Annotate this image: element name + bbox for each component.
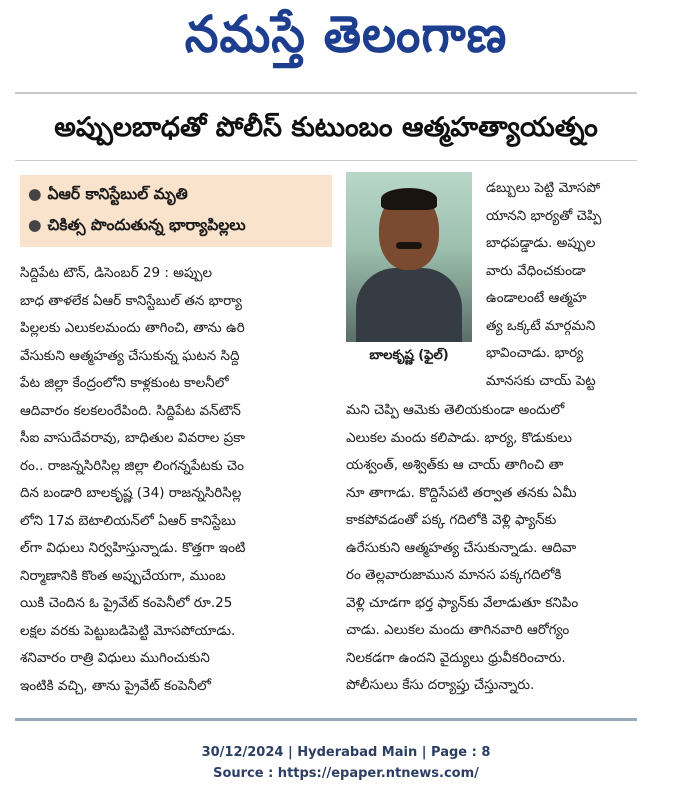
body-line: పోలీసులు కేసు దర్యాప్తు చేస్తున్నారు. — [346, 677, 535, 693]
highlight-item: ● ఏఆర్ కానిస్టేబుల్ మృతి — [28, 185, 188, 203]
highlights-box — [20, 175, 332, 247]
highlight-item: ● చికిత్స పొందుతున్న భార్యాపిల్లలు — [28, 216, 246, 234]
body-line: శనివారం రాత్రి విధులు ముగించుకుని — [20, 650, 210, 666]
body-line: యశ్వంత్, అశ్విత్‌కు ఆ చాయ్ తాగించి తా — [346, 457, 564, 473]
article-body-left — [20, 260, 334, 700]
article-headline: అప్పులబాధతో పోలీస్ కుటుంబం ఆత్మహత్యాయత్నం — [54, 112, 598, 143]
body-line: మని చెప్పి ఆమెకు తెలియకుండా అందులో — [346, 402, 565, 418]
body-line: దిన బండారి బాలకృష్ణ (34) రాజన్నసిరిసిల్ల — [20, 485, 242, 501]
body-line: రం తెల్లవారుజామున మానస పక్కగదిలోకి — [346, 567, 562, 583]
body-line: ఆదివారం కలకలంరేపింది. సిద్దిపేట వన్‌టౌన్ — [20, 402, 241, 419]
newspaper-logo: నమస్తే తెలంగాణ — [184, 5, 508, 65]
body-line: యానని భార్యతో చెప్పి — [486, 207, 602, 224]
body-line: లక్షల వరకు పెట్టుబడిపెట్టి మోసపోయాడు. — [20, 622, 236, 639]
body-line: వేసుకుని ఆత్మహత్య చేసుకున్న ఘటన సిద్ది — [20, 347, 240, 364]
body-line: ఇంటికి వచ్చి, తాను ప్రైవేట్ కంపెనీలో — [20, 677, 211, 694]
article-body-right-top — [486, 175, 636, 395]
bullet-icon: ● — [28, 216, 42, 234]
body-line: ల్‌గా విధులు నిర్వహిస్తున్నాడు. కొత్తగా ఇంటి — [20, 540, 246, 556]
article-body-right-bottom — [346, 397, 636, 700]
body-line: డబ్బులు పెట్టి మోసపో — [486, 180, 601, 196]
body-line: భావించాడు. భార్య — [486, 345, 584, 361]
body-line: ఉరేసుకుని ఆత్మహత్య చేసుకున్నాడు. ఆదివా — [346, 539, 577, 556]
body-line: వెళ్లి చూడగా భర్త ఫ్యాన్‌కు వేలాడుతూ కనిపిం — [346, 594, 579, 611]
body-line: బాధ తాళలేక ఏఆర్ కానిస్టేబుల్ తన భార్యా — [20, 292, 242, 309]
footer — [0, 742, 692, 784]
bullet-icon: ● — [28, 185, 42, 203]
body-line: పిల్లలకు ఎలుకలమందు తాగించి, తాను ఉరి — [20, 320, 245, 336]
headline-divider — [15, 160, 637, 161]
body-line: వారు వేధించకుండా — [486, 262, 586, 279]
edition-info: 30/12/2024 | Hyderabad Main | Page : 8 — [201, 745, 491, 760]
masthead — [0, 0, 692, 82]
body-line: నూ తాగాడు. కొద్దిసేపటి తర్వాత తనకు ఏమీ — [346, 484, 577, 501]
body-line: సిద్దిపేట టౌన్, డిసెంబర్ 29 : అప్పుల — [20, 265, 213, 281]
body-line: నిర్మాణానికి కొంత అప్పుచేయగా, ముంబ — [20, 567, 226, 584]
body-line: సీఐ వాసుదేవరావు, బాధితుల వివరాల ప్రకా — [20, 430, 245, 446]
masthead-divider — [15, 92, 637, 94]
body-line: యికి చెందిన ఓ ప్రైవేట్ కంపెనీలో రూ.25 — [20, 595, 233, 611]
body-line: బాధపడ్డాడు. అప్పుల — [486, 235, 596, 251]
body-line: ఎలుకల మందు కలిపాడు. భార్య, కొడుకులు — [346, 429, 572, 446]
photo-caption: బాలకృష్ణ (ఫైల్) — [369, 348, 449, 363]
body-line: రం.. రాజన్నసిరిసిల్ల జిల్లా లింగన్నపేటకు చెం — [20, 457, 244, 474]
body-line: పేట జిల్లా కేంద్రంలోని కాళ్లకుంట కాలనీలో — [20, 375, 229, 391]
footer-divider — [15, 718, 637, 721]
body-line: మానసకు చాయ్ పెట్ట — [486, 372, 596, 389]
body-line: నిలకడగా ఉందని వైద్యులు ధ్రువీకరించారు. — [346, 649, 566, 666]
body-line: చాడు. ఎలుకల మందు తాగినవారి ఆరోగ్యం — [346, 622, 570, 638]
source-link[interactable]: Source : https://epaper.ntnews.com/ — [213, 766, 479, 781]
body-line: కాకపోవడంతో పక్క గదిలోకి వెళ్లి ఫ్యాన్‌కు — [346, 512, 557, 528]
body-line: ఉండాలంటే ఆత్మహ — [486, 290, 587, 306]
body-line: త్య ఒక్కటే మార్గమని — [486, 317, 596, 334]
person-photo — [346, 172, 472, 342]
body-line: లోని 17వ బెటాలియన్‌లో ఏఆర్ కానిస్టేబు — [20, 512, 236, 529]
